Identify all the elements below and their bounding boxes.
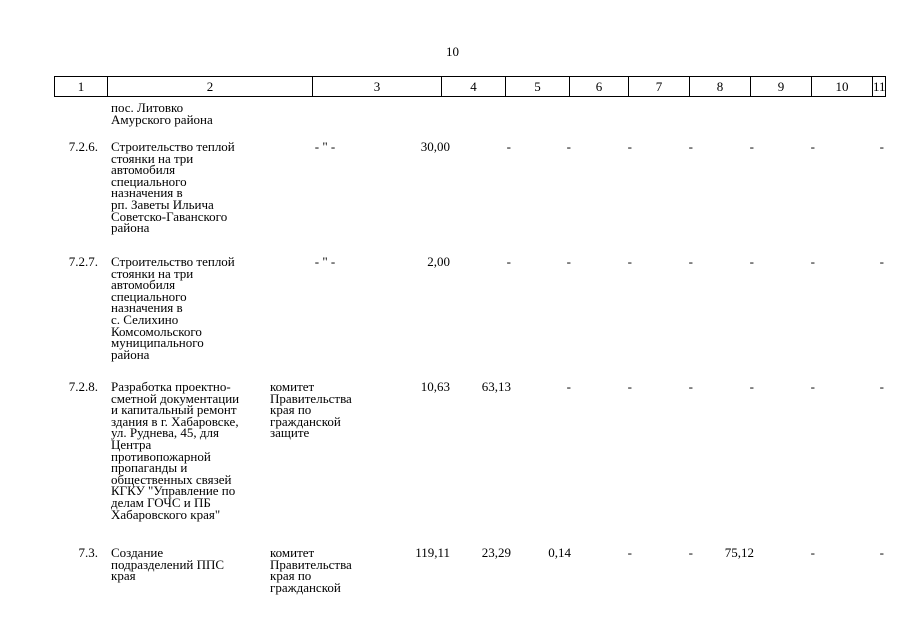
row-name-line: специального	[111, 173, 187, 189]
row-value: -	[566, 379, 571, 394]
row-value: -	[688, 545, 693, 560]
row-number: 7.3.	[78, 545, 98, 560]
continuation-name-line: пос. Литовко	[111, 100, 184, 115]
row-value: -	[810, 379, 815, 394]
row-value: -	[566, 139, 571, 154]
row-executor-line: комитет	[270, 545, 315, 560]
row-name-line: Хабаровского края"	[111, 506, 221, 522]
row-value: -	[566, 254, 571, 269]
column-header-7: 7	[629, 77, 690, 96]
row-executor-line: гражданской	[270, 413, 341, 429]
row-name-line: автомобиля	[111, 162, 176, 178]
row-executor-line: гражданской	[270, 579, 341, 595]
row-name-line: делам ГОЧС и ПБ	[111, 495, 211, 510]
row-value: 0,14	[548, 545, 571, 560]
row-name-line: ул. Руднева, 45, для	[111, 425, 219, 441]
row-name-line: специального	[111, 288, 187, 304]
row-value: -	[506, 139, 511, 154]
row-name-line: подразделений ППС	[111, 556, 225, 572]
row-executor-line: комитет	[270, 379, 315, 394]
row-executor-line: - " -	[314, 254, 336, 269]
row-name-line: Центра	[111, 437, 152, 452]
row-name-line: стоянки на три	[111, 150, 194, 166]
column-header-3: 3	[313, 77, 442, 96]
row-number: 7.2.8.	[68, 379, 98, 394]
row-executor-line: Правительства	[270, 556, 352, 572]
row-name-line: Строительство теплой	[111, 139, 235, 154]
row-value: -	[749, 139, 754, 154]
row-value: 10,63	[420, 379, 450, 394]
row-value: 30,00	[420, 139, 450, 154]
column-header-6: 6	[570, 77, 629, 96]
row-executor-line: края по	[270, 402, 312, 418]
row-name-line: края	[111, 568, 136, 584]
row-value: -	[627, 379, 632, 394]
row-value: -	[749, 254, 754, 269]
row-name-line: КГКУ "Управление по	[111, 483, 236, 499]
row-value: -	[506, 254, 511, 269]
row-name-line: автомобиля	[111, 277, 176, 293]
row-name-line: Строительство теплой	[111, 254, 235, 269]
row-value: -	[688, 139, 693, 154]
row-name-line: здания в г. Хабаровске,	[111, 413, 239, 429]
page-number: 10	[446, 44, 459, 59]
row-name-line: рп. Заветы Ильича	[111, 197, 214, 212]
column-header-11: 11	[873, 79, 886, 94]
row-value: -	[627, 254, 632, 269]
row-value: -	[627, 139, 632, 154]
row-name-line: района	[111, 346, 150, 362]
column-header-2: 2	[108, 77, 313, 96]
column-header-10: 10	[812, 77, 873, 96]
row-name-line: противопожарной	[111, 448, 211, 464]
column-header-1: 1	[55, 77, 108, 96]
column-header-9: 9	[751, 77, 812, 96]
column-header-8: 8	[690, 77, 751, 96]
row-name-line: Советско-Гаванского	[111, 208, 228, 224]
row-value: -	[879, 254, 884, 269]
column-header-4: 4	[442, 77, 506, 96]
row-name-line: назначения в	[111, 300, 183, 316]
row-name-line: района	[111, 220, 150, 236]
row-value: 119,11	[415, 545, 450, 560]
row-executor-line: Правительства	[270, 390, 352, 406]
row-name-line: стоянки на три	[111, 265, 194, 281]
row-name-line: Комсомольского	[111, 323, 202, 339]
row-name-line: пропаганды и	[111, 460, 188, 476]
row-name-line: и капитальный ремонт	[111, 402, 237, 418]
row-name-line: Создание	[111, 545, 164, 560]
row-value: -	[879, 139, 884, 154]
row-value: -	[879, 379, 884, 394]
row-value: -	[688, 254, 693, 269]
row-value: -	[627, 545, 632, 560]
row-name-line: общественных связей	[111, 471, 232, 487]
row-value: -	[688, 379, 693, 394]
row-value: -	[879, 545, 884, 560]
row-value: -	[749, 379, 754, 394]
row-value: -	[810, 139, 815, 154]
row-name-line: с. Селихино	[111, 312, 179, 327]
row-value: 75,12	[724, 545, 754, 560]
row-name-line: Разработка проектно-	[111, 379, 231, 394]
row-executor-line: края по	[270, 568, 312, 584]
row-number: 7.2.6.	[68, 139, 98, 154]
row-value: 63,13	[481, 379, 511, 394]
row-value: 2,00	[427, 254, 450, 269]
column-header-5: 5	[506, 77, 570, 96]
row-executor-line: - " -	[314, 139, 336, 154]
row-value: 23,29	[481, 545, 511, 560]
row-executor-line: защите	[270, 425, 310, 441]
row-name-line: назначения в	[111, 185, 183, 201]
row-name-line: сметной документации	[111, 390, 240, 406]
row-name-line: муниципального	[111, 335, 204, 351]
table-header	[54, 76, 886, 97]
row-value: -	[810, 545, 815, 560]
row-number: 7.2.7.	[68, 254, 98, 269]
continuation-name-line: Амурского района	[111, 111, 213, 127]
row-value: -	[810, 254, 815, 269]
